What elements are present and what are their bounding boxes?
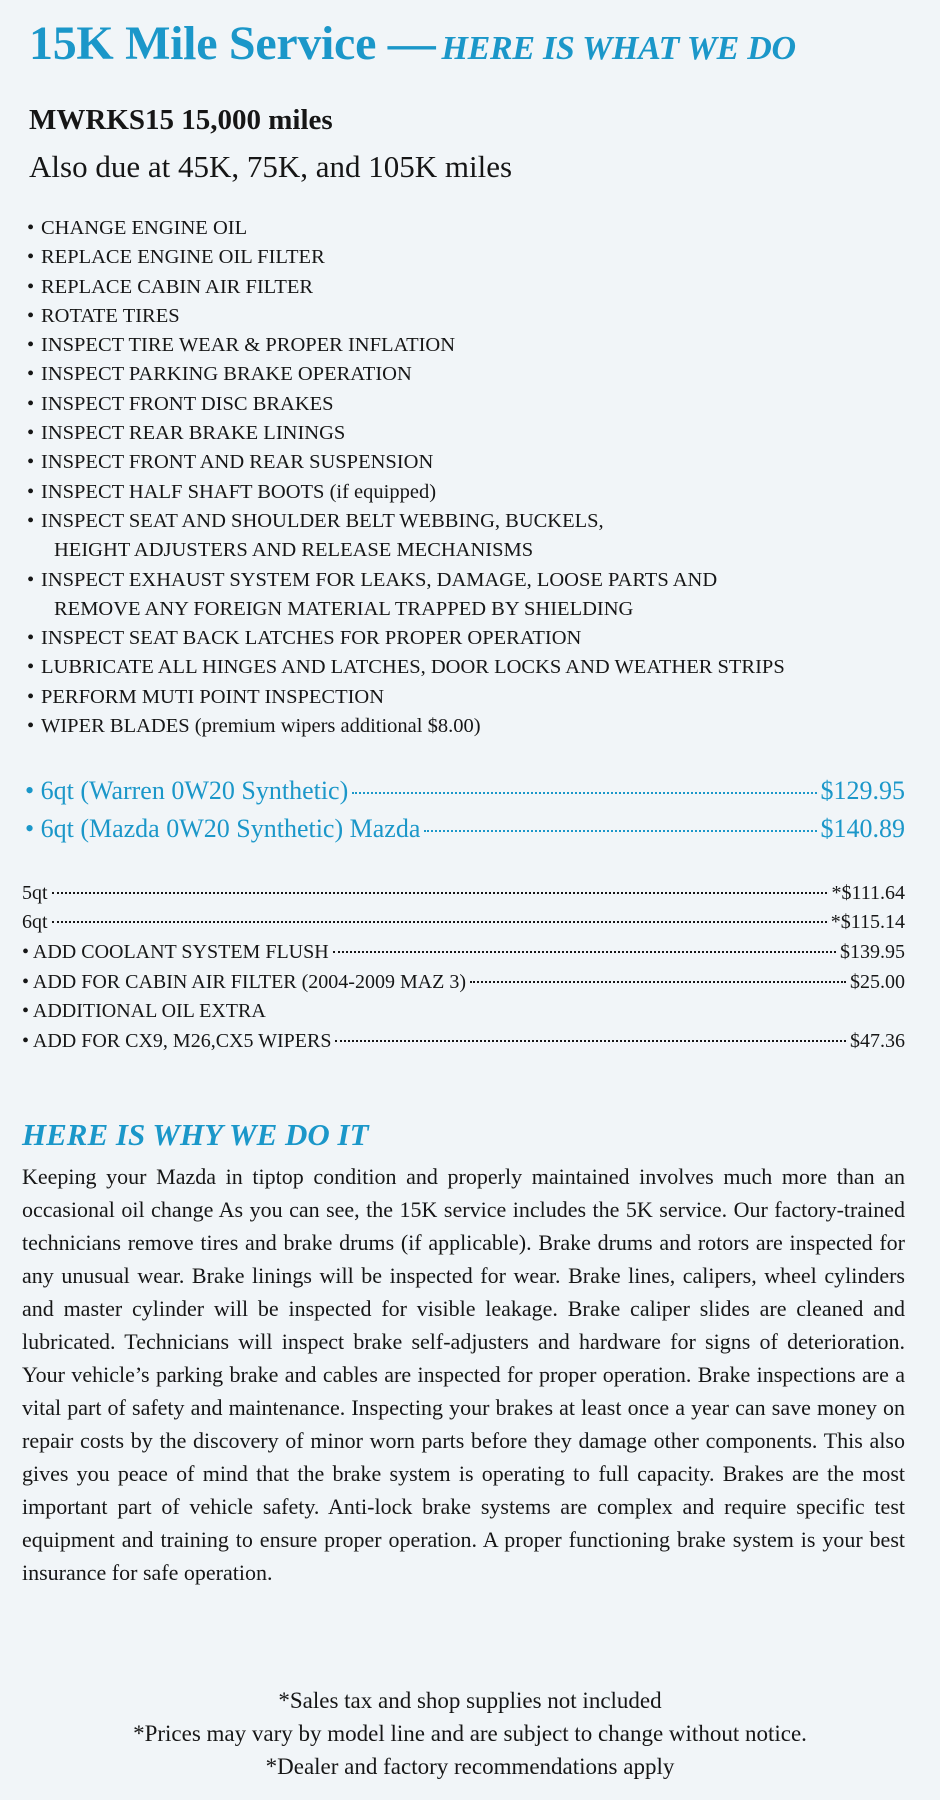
why-body: Keeping your Mazda in tiptop condition and properly maintained involves much more than an occasional oil change As you can see, the 15K service includes the 5K service. Our factory-trained technicians remove tires and brake drums (if applicable). Brake drums and rotors are inspected for any unusual wear. Brake linings will be inspected for wear. Brake lines, calipers, wheel cylinders and master cylinder will be inspected for visible leakage. Brake caliper slides are cleaned and lubricated. Technicians will inspect brake self-adjusters and hardware for signs of deterioration. Your vehicle’s parking brake and cables are inspected for proper operation. Brake inspections are a vital part of safety and maintenance. Inspecting your brakes at least once a year can save money on repair costs by the discovery of minor worn parts before they damage other components. This also gives you peace of mind that the brake system is operating to full capacity. Brakes are the most important part of vehicle safety. Anti-lock brake systems are complex and require specific test equipment and training to ensure proper operation. A proper functioning brake system is your best insurance for safe operation. [22, 1164, 905, 1585]
task-item: • INSPECT TIRE WEAR & PROPER INFLATION [27, 334, 456, 357]
price-row: 5qt *$111.64 [22, 882, 905, 904]
task-list [27, 214, 785, 741]
task-item: • INSPECT PARKING BRAKE OPERATION [27, 363, 412, 386]
price-row: 6qt *$115.14 [22, 911, 905, 933]
due-intervals: Also due at 45K, 75K, and 105K miles [29, 149, 513, 184]
task-item: • CHANGE ENGINE OIL [27, 217, 248, 239]
task-item: • INSPECT FRONT DISC BRAKES [27, 392, 334, 415]
page-title [29, 16, 796, 71]
task-item: • WIPER BLADES (premium wipers additional $8.00) [27, 715, 481, 738]
title-main: 15K Mile Service — [29, 17, 436, 70]
task-item: • INSPECT EXHAUST SYSTEM FOR LEAKS, DAMAGE, LOOSE PARTS AND REMOVE ANY FOREIGN MATERIAL TRAPPED BY SHIELDING [27, 568, 718, 620]
task-item: • INSPECT SEAT AND SHOULDER BELT WEBBING, BUCKELS, HEIGHT ADJUSTERS AND RELEASE MECHANISMS [27, 509, 604, 562]
oil-option: • 6qt (Mazda 0W20 Synthetic) Mazda $140.89 [25, 814, 905, 843]
task-item: • LUBRICATE ALL HINGES AND LATCHES, DOOR LOCKS AND WEATHER STRIPS [27, 656, 785, 679]
footnotes [0, 1684, 940, 1783]
task-item: • ROTATE TIRES [27, 304, 180, 327]
service-code: MWRKS15 15,000 miles [29, 104, 333, 136]
footnote: *Dealer and factory recommendations apply [265, 1754, 675, 1779]
task-item: • INSPECT REAR BRAKE LININGS [27, 422, 346, 445]
footnote: *Sales tax and shop supplies not included [278, 1688, 662, 1713]
oil-option: • 6qt (Warren 0W20 Synthetic) $129.95 [25, 776, 905, 805]
task-item: • INSPECT SEAT BACK LATCHES FOR PROPER OPERATION [27, 627, 582, 650]
price-row: • ADDITIONAL OIL EXTRA [22, 1000, 266, 1022]
task-item: • INSPECT HALF SHAFT BOOTS (if equipped) [27, 480, 437, 503]
footnote: *Prices may vary by model line and are subject to change without notice. [133, 1721, 807, 1746]
task-item: • INSPECT FRONT AND REAR SUSPENSION [27, 451, 434, 474]
price-row: • ADD FOR CABIN AIR FILTER (2004-2009 MAZ 3) $25.00 [22, 971, 905, 993]
task-item: • REPLACE ENGINE OIL FILTER [27, 246, 325, 269]
price-row: • ADD FOR CX9, M26,CX5 WIPERS $47.36 [22, 1030, 905, 1052]
why-heading: HERE IS WHY WE DO IT [22, 1117, 369, 1152]
task-item: • PERFORM MUTI POINT INSPECTION [27, 685, 385, 708]
price-row: • ADD COOLANT SYSTEM FLUSH $139.95 [22, 941, 905, 963]
title-subtitle: HERE IS WHAT WE DO [441, 30, 796, 67]
task-item: • REPLACE CABIN AIR FILTER [27, 275, 314, 298]
